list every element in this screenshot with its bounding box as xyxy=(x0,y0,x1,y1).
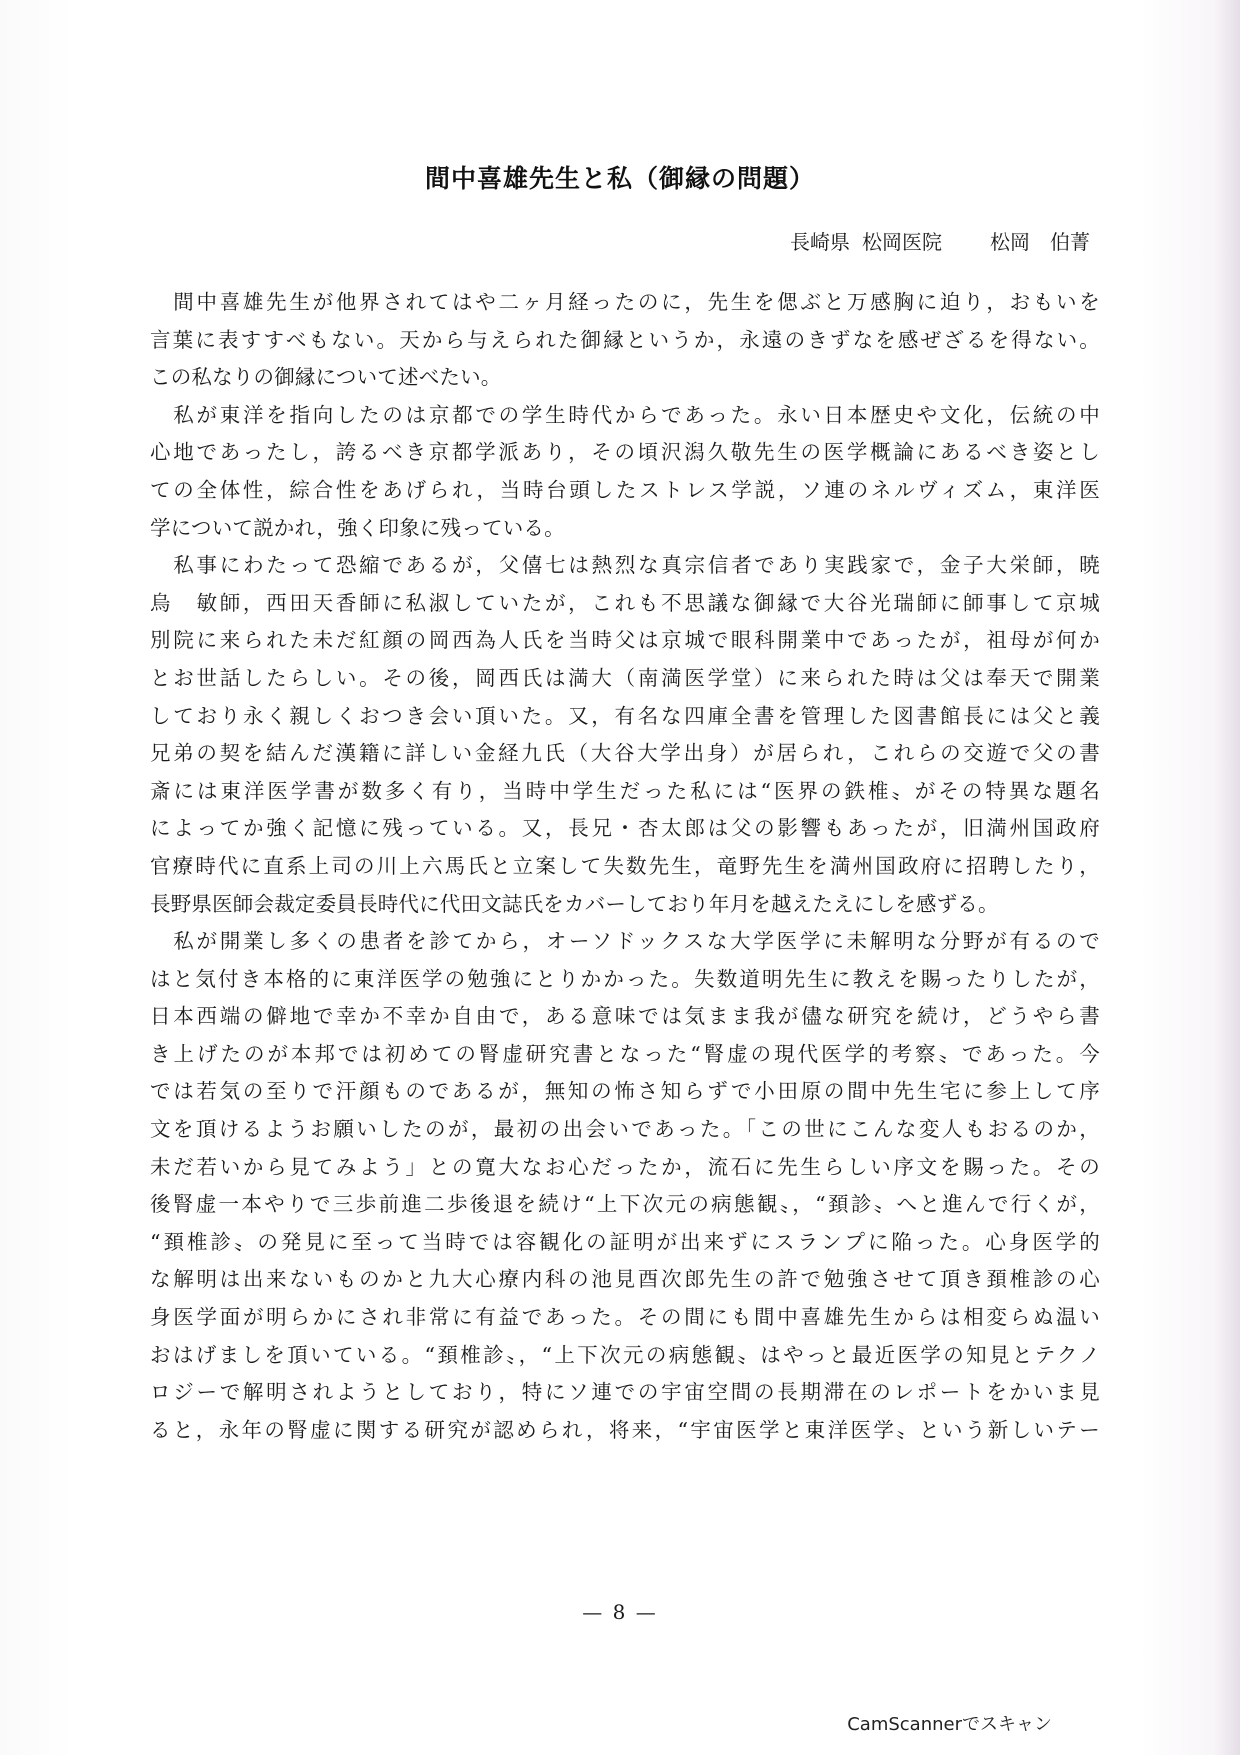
article-body xyxy=(150,284,1100,1449)
text-line: 官療時代に直系上司の川上六馬氏と立案して失数先生，竜野先生を満州国政府に招聘したり， xyxy=(150,853,1100,878)
text-line: 烏 敏師，西田天香師に私淑していたが，これも不思議な御縁で大谷光瑞師に師事して京城 xyxy=(150,590,1100,615)
author-prefecture: 長崎県 xyxy=(790,230,850,254)
text-line: この私なりの御縁について述べたい。 xyxy=(150,365,502,390)
text-line: しており永く親しくおつき会い頂いた。又，有名な四庫全書を管理した図書館長には父と義 xyxy=(150,703,1100,728)
text-line: 長野県医師会裁定委員長時代に代田文誌氏をカバーしており年月を越えたえにしを感ずる。 xyxy=(150,891,999,916)
author-name: 松岡 伯菁 xyxy=(990,230,1090,254)
text-line: によってか強く記憶に残っている。又，長兄・杏太郎は父の影響もあったが，旧満州国政府 xyxy=(150,816,1100,841)
text-line: な解明は出来ないものかと九大心療内科の池見酉次郎先生の許で勉強させて頂き頚椎診の心 xyxy=(150,1267,1100,1292)
text-line: き上げたのが本邦では初めての腎虚研究書となった“腎虚の現代医学的考察〟であった。今 xyxy=(150,1041,1100,1066)
text-line: 言葉に表すすべもない。天から与えられた御縁というか，永遠のきずなを感ぜざるを得ない。 xyxy=(150,327,1100,352)
text-line: とお世話したらしい。その後，岡西氏は満大（南満医学堂）に来られた時は父は奉天で開業 xyxy=(150,665,1100,690)
text-line: では若気の至りで汗顔ものであるが，無知の怖さ知らずで小田原の間中先生宅に参上して序 xyxy=(150,1079,1100,1104)
text-line: “頚椎診〟の発見に至って当時では容観化の証明が出来ずにスランプに陥った。心身医学的 xyxy=(150,1229,1100,1254)
text-line: 私が開業し多くの患者を診てから，オーソドックスな大学医学に未解明な分野が有るので xyxy=(150,929,1100,954)
author-byline xyxy=(790,226,1090,255)
text-line: はと気付き本格的に東洋医学の勉強にとりかかった。失数道明先生に教えを賜ったりしたが， xyxy=(150,966,1100,991)
text-line: ると，永年の腎虚に関する研究が認められ，将来，“宇宙医学と東洋医学〟という新しいテー xyxy=(150,1417,1100,1442)
text-line: 斎には東洋医学書が数多く有り，当時中学生だった私には“医界の鉄椎〟がその特異な題名 xyxy=(150,778,1100,803)
text-line: 私が東洋を指向したのは京都での学生時代からであった。永い日本歴史や文化，伝統の中 xyxy=(150,402,1100,427)
text-line: 心地であったし，誇るべき京都学派あり，その頃沢潟久敬先生の医学概論にあるべき姿とし xyxy=(150,440,1100,465)
text-line: 日本西端の僻地で幸か不幸か自由で，ある意味では気まま我が儘な研究を続け，どうやら書 xyxy=(150,1004,1100,1029)
text-line: 兄弟の契を結んだ漢籍に詳しい金経九氏（大谷大学出身）が居られ，これらの交遊で父の書 xyxy=(150,741,1100,766)
text-line: おはげましを頂いている。“頚椎診〟，“上下次元の病態観〟はやっと最近医学の知見とテクノ xyxy=(150,1342,1100,1367)
author-clinic: 松岡医院 xyxy=(862,230,942,254)
text-line: 学について説かれ，強く印象に残っている。 xyxy=(150,515,565,540)
text-line: 私事にわたって恐縮であるが，父僖七は熱烈な真宗信者であり実践家で，金子大栄師，暁 xyxy=(150,553,1100,578)
text-line: 間中喜雄先生が他界されてはや二ヶ月経ったのに，先生を偲ぶと万感胸に迫り，おもいを xyxy=(150,290,1100,314)
paragraph xyxy=(150,923,1100,1449)
article-title: 間中喜雄先生と私（御縁の問題） xyxy=(424,163,815,193)
paragraph xyxy=(150,284,1100,397)
page-edge-shadow xyxy=(1214,0,1240,1755)
page-number: — 8 — xyxy=(582,1600,658,1624)
scanner-watermark: CamScannerでスキャン xyxy=(847,1714,1052,1735)
text-line: 未だ若いから見てみよう」との寛大なお心だったか，流石に先生らしい序文を賜った。その xyxy=(150,1154,1100,1179)
text-line: ロジーで解明されようとしており，特にソ連での宇宙空間の長期滞在のレポートをかいま見 xyxy=(150,1380,1100,1405)
text-line: 後腎虚一本やりで三歩前進二歩後退を続け“上下次元の病態観〟，“頚診〟へと進んで行くが， xyxy=(150,1192,1100,1217)
text-line: 別院に来られた未だ紅顔の岡西為人氏を当時父は京城で眼科開業中であったが，祖母が何か xyxy=(150,628,1100,653)
text-line: 文を頂けるようお願いしたのが，最初の出会いであった。「この世にこんな変人もおるのか， xyxy=(150,1117,1100,1142)
text-line: 身医学面が明らかにされ非常に有益であった。その間にも間中喜雄先生からは相変らぬ温い xyxy=(150,1305,1100,1330)
text-line: ての全体性，綜合性をあげられ，当時台頭したストレス学説，ソ連のネルヴィズム，東洋医 xyxy=(150,477,1100,502)
paragraph xyxy=(150,547,1100,923)
paragraph xyxy=(150,397,1100,547)
